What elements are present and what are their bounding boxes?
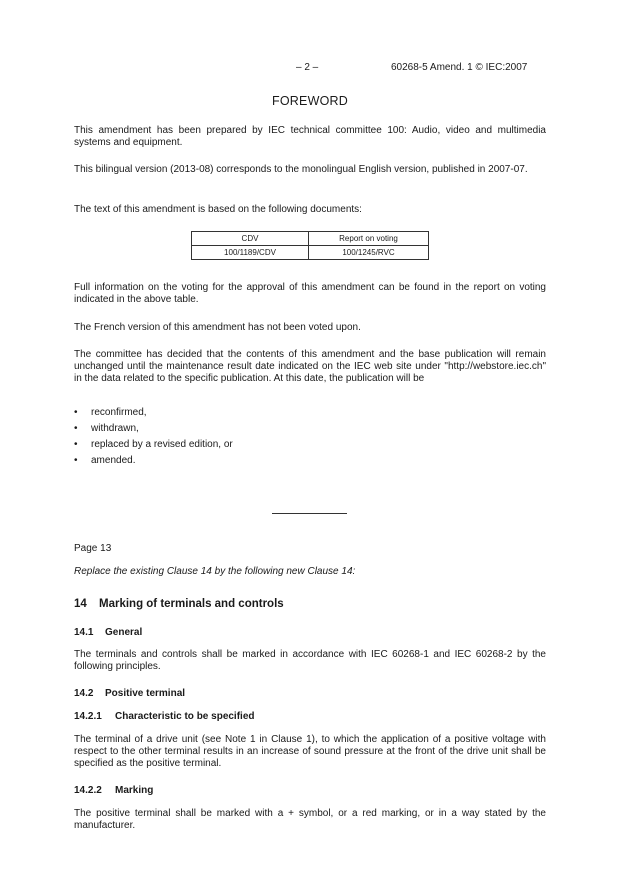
- section-title: Marking: [115, 785, 154, 796]
- foreword-paragraph-5: The French version of this amendment has not been voted upon.: [74, 322, 361, 333]
- clause-14-heading: [74, 598, 284, 610]
- table-cell-cdv: 100/1189/CDV: [192, 246, 309, 260]
- section-14-2-1-heading: [74, 711, 255, 722]
- bullet-icon: •: [74, 455, 78, 466]
- separator-line: [272, 513, 347, 514]
- foreword-paragraph-2: This bilingual version (2013-08) corresponds to the monolingual English version, published in 2007-07.: [74, 164, 528, 175]
- table-header-report: Report on voting: [309, 232, 429, 246]
- bullet-icon: •: [74, 423, 78, 434]
- list-item: • replaced by a revised edition, or: [74, 439, 233, 450]
- table-header-cdv: CDV: [192, 232, 309, 246]
- voting-documents-table: [191, 231, 429, 260]
- section-14-1-text: The terminals and controls shall be marked in accordance with IEC 60268-1 and IEC 60268-2 by the following principles.: [74, 649, 546, 672]
- foreword-paragraph-6: The committee has decided that the contents of this amendment and the base publication will remain unchanged until the maintenance result date indicated on the IEC web site under "http://webstore.iec.ch" in the data related to the specific publication. At this date, the publication will be: [74, 349, 546, 384]
- list-item: • amended.: [74, 455, 136, 466]
- section-number: 14.2: [74, 688, 94, 699]
- clause-title: Marking of terminals and controls: [99, 598, 284, 610]
- amendment-instruction: Replace the existing Clause 14 by the following new Clause 14:: [74, 566, 356, 577]
- publication-status-list: [74, 407, 233, 471]
- section-14-2-heading: [74, 688, 185, 699]
- list-item: • reconfirmed,: [74, 407, 147, 418]
- document-reference: 60268-5 Amend. 1 © IEC:2007: [391, 62, 528, 73]
- bullet-icon: •: [74, 439, 78, 450]
- foreword-paragraph-3: The text of this amendment is based on the following documents:: [74, 204, 362, 215]
- page-number: – 2 –: [296, 62, 319, 73]
- section-number: 14.2.2: [74, 785, 102, 796]
- section-14-2-2-heading: [74, 785, 153, 796]
- clause-number: 14: [74, 598, 87, 610]
- section-title: Characteristic to be specified: [115, 711, 255, 722]
- bullet-icon: •: [74, 407, 78, 418]
- section-number: 14.2.1: [74, 711, 102, 722]
- foreword-title: FOREWORD: [272, 94, 348, 108]
- section-14-1-heading: [74, 627, 142, 638]
- foreword-paragraph-1: This amendment has been prepared by IEC technical committee 100: Audio, video and multimedia systems and equipment.: [74, 125, 546, 148]
- table-row: [192, 246, 429, 260]
- table-cell-rvc: 100/1245/RVC: [309, 246, 429, 260]
- list-item: • withdrawn,: [74, 423, 139, 434]
- section-title: Positive terminal: [105, 688, 186, 699]
- table-header-row: [192, 232, 429, 246]
- foreword-paragraph-4: Full information on the voting for the approval of this amendment can be found in the report on voting indicated in the above table.: [74, 282, 546, 305]
- section-number: 14.1: [74, 627, 94, 638]
- section-14-2-2-text: The positive terminal shall be marked with a + symbol, or a red marking, or in a way stated by the manufacturer.: [74, 808, 546, 831]
- amendment-page-ref: Page 13: [74, 543, 112, 554]
- section-14-2-1-text: The terminal of a drive unit (see Note 1 in Clause 1), to which the application of a positive voltage with respect to the other terminal results in an increase of sound pressure at the front of the drive unit shall be specified as the positive terminal.: [74, 734, 546, 769]
- section-title: General: [105, 627, 143, 638]
